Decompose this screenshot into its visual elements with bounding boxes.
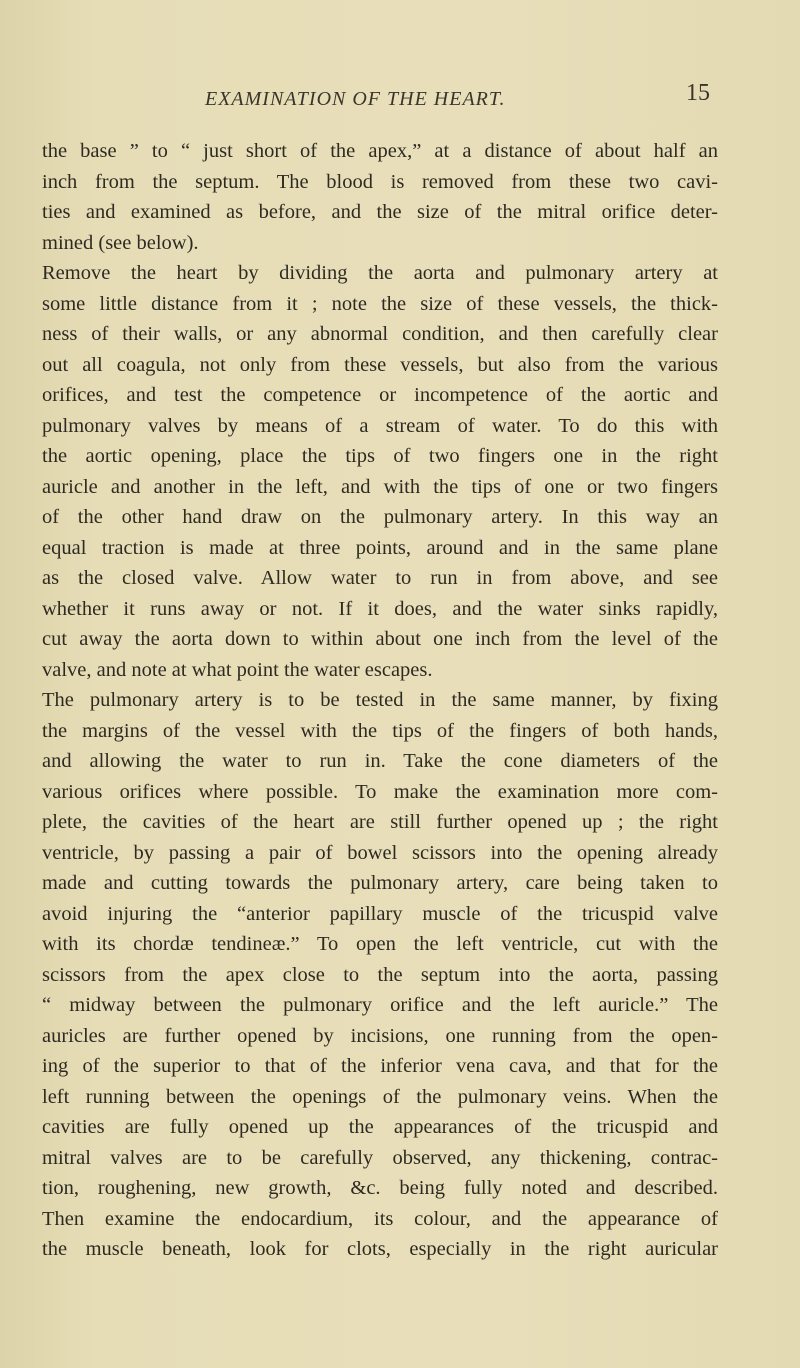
text-line: auricle and another in the left, and with the tips of one or two fingers <box>42 475 718 498</box>
text-line: ness of their walls, or any abnormal condition, and then carefully clear <box>42 323 718 345</box>
text-line: plete, the cavities of the heart are still further opened up ; the right <box>42 811 718 833</box>
text-line: Then examine the endocardium, its colour, and the appearance of <box>42 1207 718 1230</box>
text-line: out all coagula, not only from these vessels, but also from the various <box>42 353 718 376</box>
text-line: the margins of the vessel with the tips of the fingers of both hands, <box>42 719 718 742</box>
text-line: various orifices where possible. To make the examination more com- <box>42 780 718 803</box>
running-head <box>0 80 800 118</box>
text-line: ties and examined as before, and the size of the mitral orifice deter- <box>42 201 718 223</box>
text-line: mitral valves are to be carefully observed, any thickening, contrac- <box>42 1146 718 1169</box>
text-line: ing of the superior to that of the inferior vena cava, and that for the <box>42 1055 718 1077</box>
text-line: avoid injuring the “anterior papillary muscle of the tricuspid valve <box>42 902 718 925</box>
text-line: as the closed valve. Allow water to run in from above, and see <box>42 567 718 589</box>
text-line: cavities are fully opened up the appearances of the tricuspid and <box>42 1116 718 1138</box>
text-line: with its chordæ tendineæ.” To open the left ventricle, cut with the <box>42 933 718 955</box>
text-line: and allowing the water to run in. Take the cone diameters of the <box>42 750 718 772</box>
text-line: the aortic opening, place the tips of two fingers one in the right <box>42 445 718 467</box>
text-line: valve, and note at what point the water escapes. <box>42 658 433 681</box>
text-line: the base ” to “ just short of the apex,” at a distance of about half an <box>42 140 718 162</box>
text-line: “ midway between the pulmonary orifice and the left auricle.” The <box>42 994 718 1016</box>
page-number: 15 <box>686 80 710 106</box>
text-line: Remove the heart by dividing the aorta and pulmonary artery at <box>42 262 718 284</box>
text-line: the muscle beneath, look for clots, especially in the right auricular <box>42 1238 718 1260</box>
text-line: made and cutting towards the pulmonary artery, care being taken to <box>42 872 718 894</box>
text-line: orifices, and test the competence or incompetence of the aortic and <box>42 384 718 406</box>
text-line: equal traction is made at three points, around and in the same plane <box>42 536 718 559</box>
running-title: EXAMINATION OF THE HEART. <box>205 88 506 110</box>
text-line: ventricle, by passing a pair of bowel scissors into the opening already <box>42 841 718 864</box>
text-line: inch from the septum. The blood is removed from these two cavi- <box>42 170 718 193</box>
text-line: scissors from the apex close to the septum into the aorta, passing <box>42 963 718 986</box>
text-line: left running between the openings of the pulmonary veins. When the <box>42 1085 718 1108</box>
text-line: The pulmonary artery is to be tested in the same manner, by fixing <box>42 689 718 711</box>
body-text <box>42 136 718 1265</box>
text-line: pulmonary valves by means of a stream of water. To do this with <box>42 414 718 437</box>
text-line: auricles are further opened by incisions, one running from the open- <box>42 1024 718 1047</box>
text-line: mined (see below). <box>42 231 199 254</box>
text-line: some little distance from it ; note the size of these vessels, the thick- <box>42 292 718 315</box>
text-line: cut away the aorta down to within about one inch from the level of the <box>42 628 718 650</box>
text-line: whether it runs away or not. If it does, and the water sinks rapidly, <box>42 597 718 620</box>
text-line: tion, roughening, new growth, &c. being fully noted and described. <box>42 1177 718 1199</box>
text-line: of the other hand draw on the pulmonary artery. In this way an <box>42 506 718 528</box>
